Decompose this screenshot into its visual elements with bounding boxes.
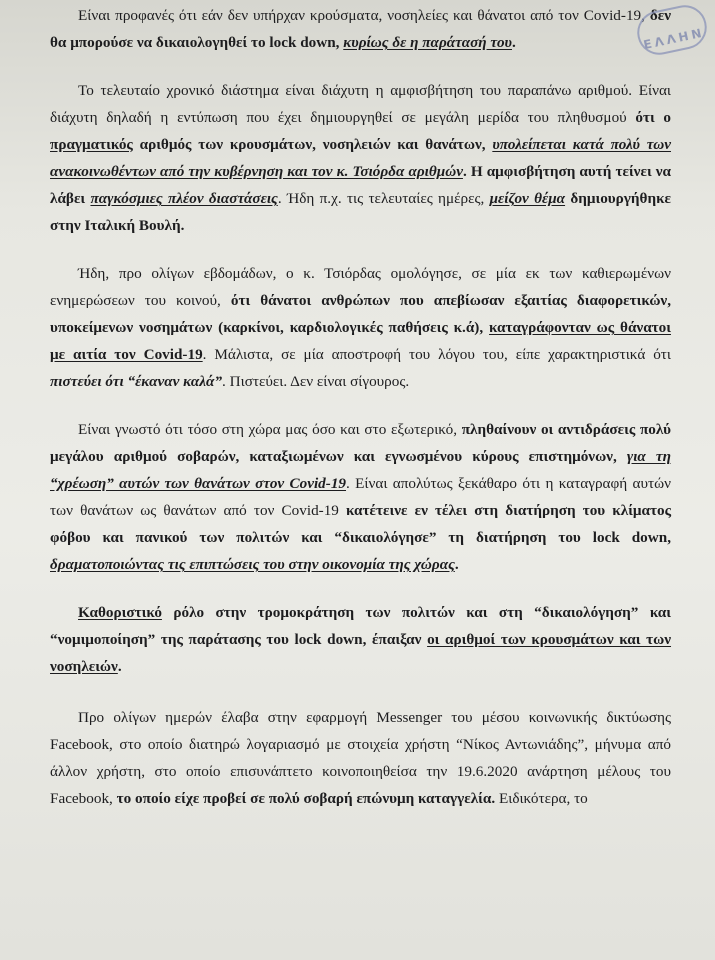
text-run: καταγράφονταν ως θάνατοι με αιτία τον Covid-19 <box>50 319 671 363</box>
text-run: δημιουργήθηκε στην Ιταλική Βουλή. <box>50 190 672 234</box>
paragraph-4 <box>50 416 671 578</box>
text-run: πραγματικός <box>50 136 133 153</box>
text-run: το οποίο είχε προβεί σε πολύ σοβαρή επώνυμη καταγγελία. <box>116 790 496 807</box>
paragraph-1 <box>50 2 671 56</box>
text-run: . Είναι απολύτως ξεκάθαρο ότι η καταγραφή αυτών των θανάτων ως θανάτων από τον Covid-19 <box>50 475 671 519</box>
text-run: παγκόσμιες πλέον διαστάσεις <box>90 190 278 207</box>
text-run: για τη “χρέωση” αυτών των θανάτων στον Covid-19 <box>50 448 671 492</box>
text-run: . Μάλιστα, σε μία αποστροφή του λόγου του, είπε χαρακτηριστικά ότι <box>202 346 671 363</box>
text-run: δραματοποιώντας τις επιπτώσεις του στην οικονομία της χώρας <box>50 556 455 573</box>
text-run: κυρίως δε η παράτασή του <box>343 34 512 51</box>
text-run: αριθμός των κρουσμάτων, νοσηλειών και θανάτων, <box>132 136 493 153</box>
text-run: Καθοριστικό <box>78 604 162 621</box>
text-run: πληθαίνουν οι αντιδράσεις πολύ μεγάλου αριθμού σοβαρών, καταξιωμένων και εγνωσμένου κύρους επιστημόνων, <box>50 421 671 465</box>
text-run: Ήδη, προ ολίγων εβδομάδων, ο κ. Τσιόρδας ομολόγησε, σε μία εκ των καθιερωμένων ενημερώσεων του κοινού, <box>50 265 671 309</box>
paragraph-5 <box>50 599 671 680</box>
text-run: πιστεύει ότι “έκαναν καλά” <box>50 373 223 390</box>
text-run: . <box>512 34 516 51</box>
paragraph-3 <box>50 260 671 395</box>
paragraph-2 <box>50 77 671 239</box>
text-run: . <box>117 658 122 675</box>
text-run: Είναι προφανές ότι εάν δεν υπήρχαν κρούσματα, νοσηλείες και θάνατοι από τον Covid-19, <box>78 7 650 24</box>
text-run: . <box>454 556 459 573</box>
text-run: . Ήδη π.χ. τις τελευταίες ημέρες, <box>277 190 490 207</box>
text-run: ρόλο στην τρομοκράτηση των πολιτών και στη “δικαιολόγηση” και “νομιμοποίηση” της παράτασης του lock down, έπαιξαν <box>50 604 671 648</box>
text-run: οι αριθμοί των κρουσμάτων και των νοσηλειών <box>50 631 672 675</box>
text-run: κατέτεινε εν τέλει στη διατήρηση του κλίματος φόβου και πανικού των πολιτών και “δικαιολόγησε” τη διατήρηση του lock down, <box>50 502 671 546</box>
text-run: Το τελευταίο χρονικό διάστημα είναι διάχυτη η αμφισβήτηση του παραπάνω αριθμού. Είναι διάχυτη δηλαδή η εντύπωση που έχει δημιουργηθεί σε μεγάλη μερίδα του πληθυσμού <box>50 82 671 126</box>
text-run: . Η αμφισβήτηση αυτή τείνει να λάβει <box>50 163 671 207</box>
text-run: Ειδικότερα, το <box>495 790 588 807</box>
text-run: . Πιστεύει. Δεν είναι σίγουρος. <box>222 373 410 390</box>
paragraph-6 <box>50 704 671 812</box>
text-run: μείζον θέμα <box>489 190 566 207</box>
stamp-text: ΕΛΛΗΝ <box>642 25 706 53</box>
text-run: υπολείπεται κατά πολύ των ανακοινωθέντων από την κυβέρνηση και τον κ. Τσιόρδα αριθμών <box>50 136 671 180</box>
text-run: Προ ολίγων ημερών έλαβα στην εφαρμογή Messenger του μέσου κοινωνικής δικτύωσης Facebook, στο οποίο διατηρώ λογαριασμό με στοιχεία χρήστη “Νίκος Αντωνιάδης”, μήνυμα από άλλον χρήστη, στο οποίο επισυνάπτετο κοινοποιηθείσα την 19.6.2020 ανάρτηση μέλους του Facebook, <box>50 709 671 807</box>
text-run: ότι θάνατοι ανθρώπων που απεβίωσαν εξαιτίας διαφορετικών, υποκείμενων νοσημάτων (καρκίνοι, καρδιολογικές παθήσεις κ.ά), <box>50 292 672 336</box>
text-run: δεν θα μπορούσε να δικαιολογηθεί το lock down, <box>50 7 671 51</box>
text-run: ότι ο <box>635 109 671 126</box>
text-run: Είναι γνωστό ότι τόσο στη χώρα μας όσο και στο εξωτερικό, <box>78 421 462 438</box>
